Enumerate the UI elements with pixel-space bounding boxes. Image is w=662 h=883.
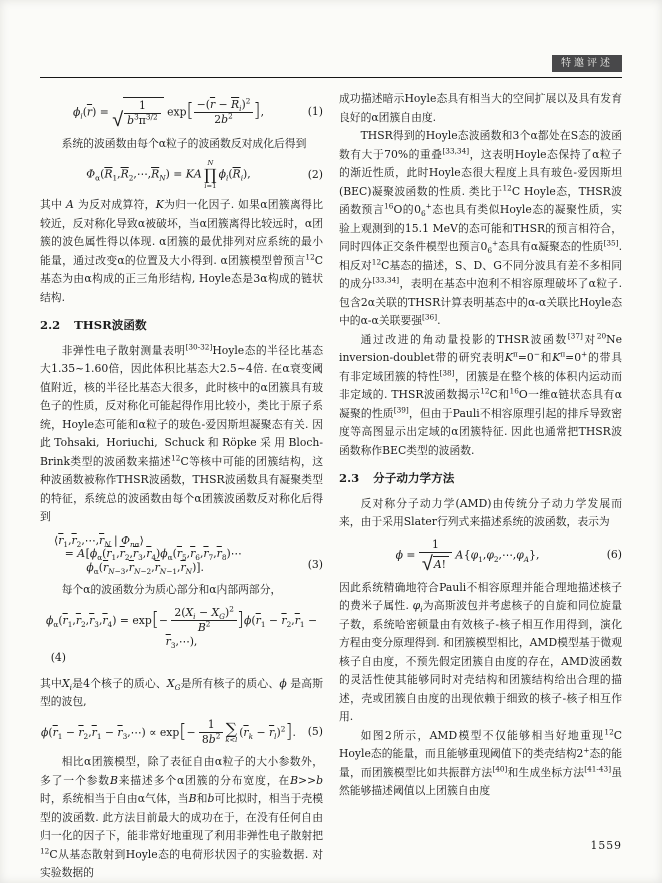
equation-3-body: $⟨\overline{r}_1,\overline{r}_2,\cdots,\overline{r}_N$ | $\Phi_{n\alpha}⟩$ = $A[\phi_\alpha(\overline{r}_1,\overline{r}_2,\overline{r}_3,\overline{r}_4)\phi_\alpha(\overline{r}_5,\overline{r}_6,\overline{r}_7,\overline{r}_8)\cdots$ $\phi_\alpha(\overline{r}_{N-3},\overline{r}_{N-2},\overline{r}_{N-1},\overline{r}_N)$]. [54,533,242,576]
equation-6-number: (6) [606,547,622,561]
paragraph: 每个α的波函数分为质心部分和α内部两部分， [61,583,282,597]
equation-1-number: (1) [307,105,323,119]
section-title: THSR波函数 [74,318,147,333]
paragraph: 成功描述暗示Hoyle态具有相当大的空间扩展以及具有发育良好的α团簇自由度. [339,92,622,124]
paragraph: 因此系统精确地符合Pauli不相容原理并能合理地描述核子的费米子属性. $\varphi_i$为高斯波包并考虑核子的自旋和同位旋量子数，系统哈密顿量由有效核子-核子相互作用得到，演化方程由变分原理得到. 和团簇模型相比，AMD模型基于微观核子自由度，不预先假定团簇自由度的存在，AMD波函数的灵活性使其能够同时对壳结构和团簇结构给出合理的描述，壳或团簇自由度的出现依赖于细致的核子-核子相互作用. [339,580,622,724]
equation-1 [40,95,323,131]
equation-4-number: (4) [50,651,66,665]
equation-4 [40,604,323,668]
equation-3 [40,534,323,574]
left-column [40,90,324,880]
page-number: 1559 [590,839,622,852]
section-number: 2.2 [40,318,61,333]
equation-4-body: $\phi_\alpha(\overline{r}_1,\overline{r}_2,\overline{r}_3,\overline{r}_4) = \exp[-$ $\frac{2(X_i - X_G)^2}{B^2}$ ]$\phi(\overline{r}_1 - \overline{r}_2,\overline{r}_1$ − $\overline{r}_3,\cdots$), [45,604,318,650]
equation-5-body: $\phi(\overline{r}_1 - \overline{r}_2,\overline{r}_1$ − $\overline{r}_3,\cdots) \propto \exp[-$ $\frac{1}{8b^2}$ ∑ k<l $(\overline{r}_k - \overline{r}_l)^2$]. [41,717,296,747]
equation-6-body: ϕ = 1 √ A! $A\{\varphi_1,\varphi_2,\cdots,\varphi_A\}$, [395,537,540,575]
paragraph: 其中 A 为反对成算符，K为归一化因子. 如果α团簇离得比较近，反对称化导致α被破坏，当α团簇离得比较远时，α团簇的波色属性得以体现. α团簇的最优排列对应系统的最小能量，通过改变α的位置及大小得到. α团簇模型曾预言$^{12}$C基态为由α构成的正三角形结构, Hoyle态是3α构成的链状结构. [40,198,324,304]
right-column [339,90,622,846]
two-column-body [40,90,623,880]
section-heading-2-3 [339,469,622,488]
paragraph: 非弹性电子散射测量表明[30-32]Hoyle态的半径比基态大1.35~1.60倍，因此体积比基态大2.5~4倍. 在α衰变阈值附近，核的半径比基态大很多，此时核中的α团簇具有玻色子的性质，反对称化可能起得作用比较小，类比于原子系统，Hoyle态可能和α粒子的玻色-爱因斯坦凝聚态有关. 因此Tohsaki, Horiuchi, Schuck和Röpke采用Bloch-Brink类型的波函数来描述$^{12}$C等核中可能的团簇结构，这种波函数被称作THSR波函数，THSR波函数具有凝聚类型的特征，系统总的波函数由每个α团簇波函数反对称化后得到 [40,342,323,524]
header-rule [40,77,622,78]
paragraph: 系统的波函数由每个α粒子的波函数反对成化后得到 [61,136,307,150]
equation-2 [40,160,323,189]
section-badge: 特邀评述 [552,55,622,72]
paragraph: 相比α团簇模型，除了表征自由α粒子的大小参数外，多了一个参数B来描述多个α团簇的分布宽度，在B>>b时，系统相当于自由α气体，当B和b可比拟时，相当于壳模型的波函数. 此方法目前最大的成功在于，在没有任何自由归一化的因子下，能非常好地重现了利用非弹性电子散射把$^{12}$C从基态散射到Hoyle态的电荷形状因子的实验数据. 对实验数据的 [40,755,324,880]
paragraph: 通过改进的角动量投影的THSR波函数[37]对$^{20}$Ne inversion-doublet带的研究表明$K^\pi=0^-$和$K^\pi=0^+$的带具有非定域团簇的特性[38]，团簇是在整个核的体积内运动而非定域的. THSR波函数揭示$^{12}$C和$^{16}$O一维α链状态具有α凝聚的性质[39]，但由于Pauli不相容原理引起的排斥导致密度等高图显示出定域的α团簇特征. 因此也通常把THSR波函数称作BEC类型的波函数. [339,330,623,457]
equation-5-number: (5) [307,725,323,739]
equation-1-body: $\phi_i(\overline{r})$ = √ $\frac{1}{b^3\pi^{3/2}}$ exp[ $\frac{-(\overline{r} - \overline{R}_i)^2}{2b^2}$ ], [72,95,265,131]
section-title: 分子动力学方法 [373,471,455,485]
equation-5 [40,719,323,747]
equation-2-number: (2) [307,167,323,181]
equation-2-body: $\Phi_\alpha(\overline{R}_1,\overline{R}_2,\cdots,\overline{R}_N)$ = KA N ∏ i=1 $\phi_i(\overline{R}_i)$, [86,159,251,190]
paragraph: THSR得到的Hoyle态波函数和3个α都处在S态的波函数有大于70%的重叠[33,34]，这表明Hoyle态保持了α粒子的渐近性质，此时Hoyle态很大程度上具有玻色-爱因斯坦(BEC)凝聚波函数的性质. 类比于$^{12}$C Hoyle态，THSR波函数预言$^{16}$O的$0_6^+$态也具有类似Hoyle态的凝聚性质，实验上观测到的15.1 MeV的态可能和THSR的预言相符合，同时四体正交条件模型也预言$0_6^+$态具有α凝聚态的性质[35]. 相反对$^{12}$C基态的描述，S、D、G不同分波具有差不多相同的成分[33,34]，表明在基态中泡利不相容原理破坏了α粒子. 包含2α关联的THSR计算表明基态中的α-α关联比Hoyle态中的α-α关联要强[36]. [339,129,623,327]
paragraph: 其中$X_i$是4个核子的质心、$X_G$是所有核子的质心、ϕ 是高斯型的波包, [40,676,324,709]
section-number: 2.3 [339,471,360,485]
paragraph: 反对称分子动力学(AMD)由传统分子动力学发展而来，由于采用Slater行列式来描述系统的波函数，表示为 [339,496,622,528]
equation-3-number: (3) [307,557,323,571]
equation-6 [339,537,622,575]
section-heading-2-2 [40,316,323,335]
paragraph: 如图2所示，AMD模型不仅能够相当好地重现$^{12}$C Hoyle态的能量，而且能够重现阈值下的类壳结构2+态的能量，而团簇模型比如共振群方法[40]和生成坐标方法[41-43]虽然能够描述阈值以上团簇自由度 [339,727,623,798]
